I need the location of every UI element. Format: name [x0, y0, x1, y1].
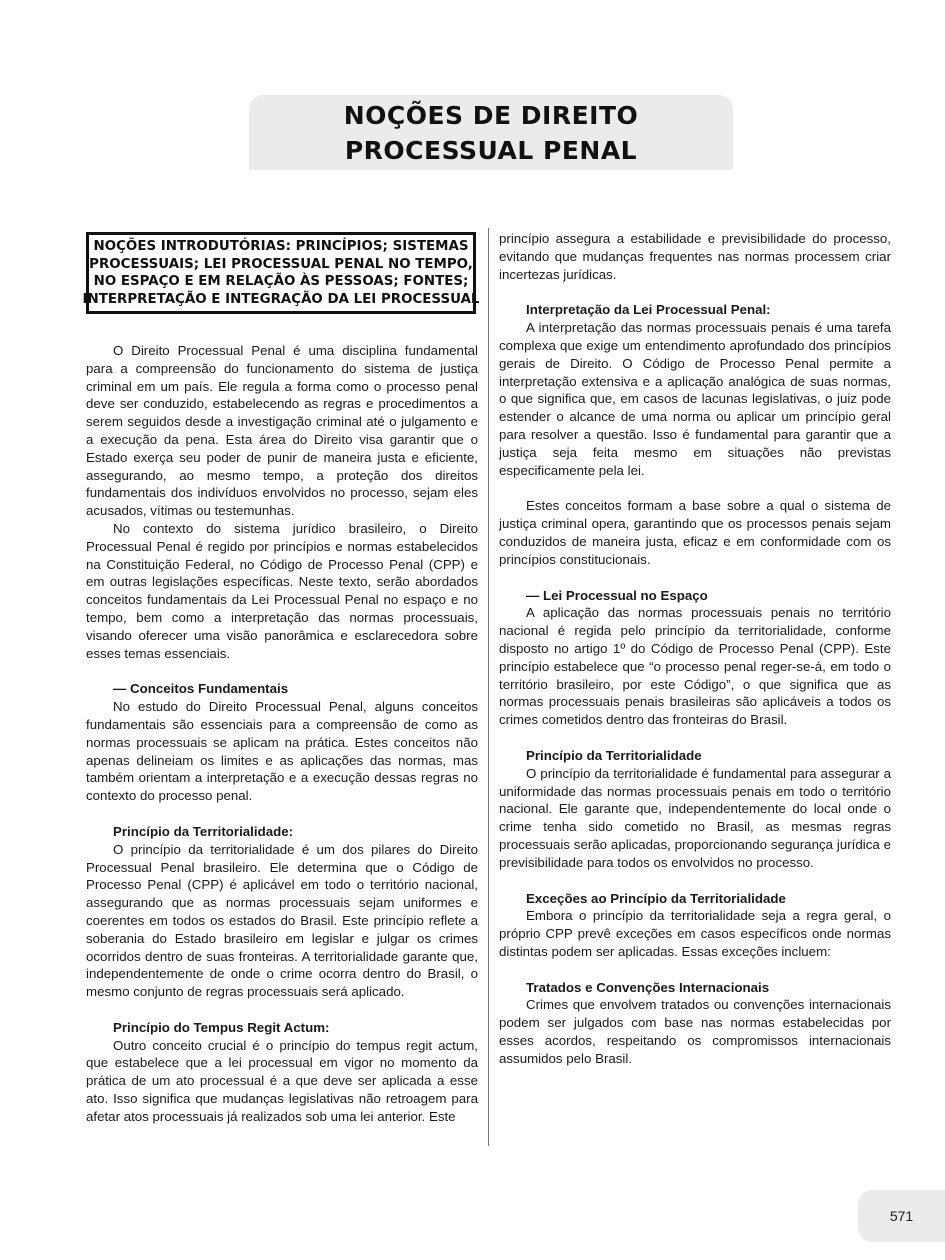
- column-divider: [488, 228, 489, 1146]
- subheading-principio-territorialidade: Princípio da Territorialidade:: [113, 823, 294, 839]
- left-column: [86, 342, 478, 1126]
- paragraph: Outro conceito crucial é o princípio do tempus regit actum, que estabelece que a lei processual em vigor no momento da prática de um ato processual é a que deve ser aplicada a esse ato. Isso significa que mudanças legislativas não retroagem para afetar atos processuais já realizados sob uma lei anterior. Este: [86, 1037, 478, 1124]
- section-heading-line-2: PROCESSUAIS; LEI PROCESSUAL PENAL NO TEMPO,: [89, 256, 473, 272]
- paragraph: A interpretação das normas processuais penais é uma tarefa complexa que exige um entendimento aprofundado dos princípios gerais de Direito. O Código de Processo Penal permite a interpretação extensiva e a aplicação analógica de suas normas, o que significa que, em casos de lacunas legislativas, o juiz pode estender o alcance de uma norma ou aplicar um princípio geral para resolver a questão. Isso é fundamental para garantir que a justiça seja feita mesmo em situações não previstas especificamente pela lei.: [499, 320, 891, 478]
- subheading-interpretacao-lei: Interpretação da Lei Processual Penal:: [526, 302, 771, 318]
- paragraph: O Direito Processual Penal é uma disciplina fundamental para a compreensão do funcionamento do sistema de justiça criminal em um país. Ele regula a forma como o processo penal deve ser conduzido, estabelecendo as regras e procedimentos a serem seguidos desde a investigação criminal até o julgamento e a execução da pena. Esta área do Direito visa garantir que o Estado exerça seu poder de punir de maneira justa e eficiente, assegurando, ao mesmo tempo, a proteção dos direitos fundamentais dos indivíduos envolvidos no processo, sejam eles acusados, vítimas ou testemunhas.: [86, 343, 478, 519]
- subheading-principio-territorialidade-2: Princípio da Territorialidade: [526, 747, 702, 763]
- subheading-conceitos-fundamentais: — Conceitos Fundamentais: [113, 681, 289, 697]
- paragraph: Crimes que envolvem tratados ou convenções internacionais podem ser julgados com base nas normas estabelecidas por esses acordos, respeitando os compromissos internacionais assumidos pelo Brasil.: [499, 997, 891, 1066]
- chapter-title-tab: [249, 95, 733, 170]
- subheading-tempus-regit-actum: Princípio do Tempus Regit Actum:: [113, 1019, 330, 1035]
- subheading-excecoes: Exceções ao Princípio da Territorialidade: [526, 890, 786, 906]
- section-heading-line-3: NO ESPAÇO E EM RELAÇÃO ÀS PESSOAS; FONTES;: [93, 274, 469, 289]
- paragraph: O princípio da territorialidade é um dos pilares do Direito Processual Penal brasileiro. Ele determina que o Código de Processo Penal (CPP) é aplicável em todo o território nacional, assegurando que as normas processuais sejam uniformes e coerentes em todos os estados do Brasil. Este princípio reflete a soberania do Estado brasileiro em legislar e julgar os crimes ocorridos dentro de suas fronteiras. A territorialidade garante que, independentemente de onde o crime ocorra dentro do Brasil, o mesmo conjunto de regras processuais será aplicado.: [86, 841, 478, 1000]
- section-heading-line-1: NOÇÕES INTRODUTÓRIAS: PRINCÍPIOS; SISTEMAS: [93, 239, 469, 254]
- paragraph: No estudo do Direito Processual Penal, alguns conceitos fundamentais são essenciais para a compreensão de como as normas processuais se aplicam na prática. Estes conceitos não apenas delineiam os limites e as aplicações das normas, mas também orientam a interpretação e a execução dessas regras no contexto do processo penal.: [86, 699, 478, 804]
- section-heading-line-4: INTERPRETAÇÃO E INTEGRAÇÃO DA LEI PROCESSUAL: [82, 291, 480, 307]
- right-column: [499, 230, 891, 1068]
- paragraph: Embora o princípio da territorialidade seja a regra geral, o próprio CPP prevê exceções em casos específicos onde normas distintas podem ser aplicadas. Essas exceções incluem:: [499, 908, 891, 959]
- section-heading-box: [82, 232, 480, 314]
- paragraph: A aplicação das normas processuais penais no território nacional é regida pelo princípio da territorialidade, conforme disposto no artigo 1º do Código de Processo Penal (CPP). Este princípio estabelece que “o processo penal reger-se-á, em todo o território brasileiro, por este Código”, o que significa que as normas processuais penais brasileiras são aplicáveis a todos os crimes cometidos dentro das fronteiras do Brasil.: [499, 605, 891, 728]
- chapter-title-line-2: PROCESSUAL PENAL: [344, 135, 638, 165]
- subheading-lei-processual-espaco: — Lei Processual no Espaço: [526, 587, 708, 603]
- subheading-tratados: Tratados e Convenções Internacionais: [526, 979, 770, 995]
- paragraph: No contexto do sistema jurídico brasileiro, o Direito Processual Penal é regido por princípios e normas estabelecidos na Constituição Federal, no Código de Processo Penal (CPP) e em outras legislações específicas. Neste texto, serão abordados conceitos fundamentais da Lei Processual Penal no espaço e no tempo, bem como a interpretação das normas processuais, visando oferecer uma visão panorâmica e esclarecedora sobre esses temas essenciais.: [86, 520, 478, 661]
- paragraph: princípio assegura a estabilidade e previsibilidade do processo, evitando que mudanças frequentes nas normas processem criar incertezas jurídicas.: [499, 231, 891, 282]
- chapter-title-line-1: NOÇÕES DE DIREITO: [343, 100, 639, 130]
- paragraph: O princípio da territorialidade é fundamental para assegurar a uniformidade das normas processuais penais em todo o território nacional. Ele garante que, independentemente do local onde o crime tenha sido cometido no Brasil, as mesmas regras processuais serão aplicadas, proporcionando segurança jurídica e previsibilidade para todos os envolvidos no processo.: [499, 765, 891, 870]
- paragraph: Estes conceitos formam a base sobre a qual o sistema de justiça criminal opera, garantindo que os processos penais sejam conduzidos de maneira justa, eficaz e em conformidade com os princípios constitucionais.: [499, 498, 891, 567]
- page-number-tab: [858, 1190, 945, 1242]
- page-number: 571: [889, 1208, 914, 1224]
